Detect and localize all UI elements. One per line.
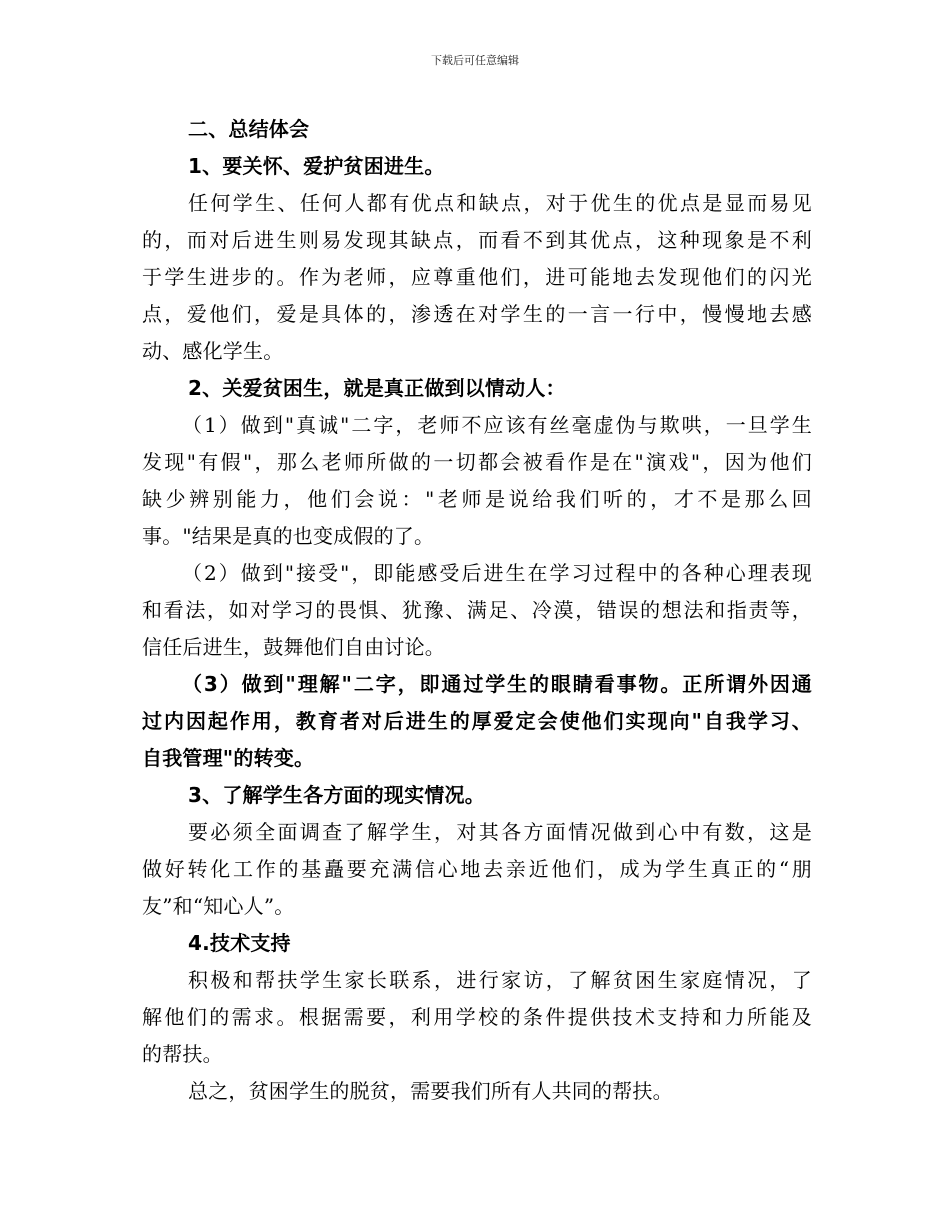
paragraph-line: 发现"有假"，那么老师所做的一切都会被看作是在"演戏"，因为他们	[142, 450, 812, 474]
paragraph-line: 解他们的需求。根据需要，利用学校的条件提供技术支持和力所能及	[142, 1005, 812, 1029]
paragraph-line: 友”和“知心人”。	[142, 894, 295, 918]
paragraph-line: 的帮扶。	[142, 1042, 223, 1066]
page-header: 下载后可任意编辑	[431, 54, 519, 67]
paragraph-1	[142, 185, 812, 370]
paragraph-line: （2）做到"接受"，即能感受后进生在学习过程中的各种心理表现	[182, 561, 812, 585]
heading-2: 2、关爱贫困生，就是真正做到以情动人：	[188, 376, 566, 400]
heading-3: 3、了解学生各方面的现实情况。	[188, 783, 485, 807]
paragraph-4	[142, 666, 812, 777]
paragraph-line: 积极和帮扶学生家长联系，进行家访，了解贫困生家庭情况，了	[188, 968, 812, 992]
paragraph-line: （1）做到"真诚"二字，老师不应该有丝毫虚伪与欺哄，一旦学生	[182, 413, 812, 437]
paragraph-line: 缺少辨别能力，他们会说："老师是说给我们听的，才不是那么回	[142, 487, 812, 511]
paragraph-line: 于学生进步的。作为老师，应尊重他们，进可能地去发现他们的闪光	[142, 265, 812, 289]
paragraph-line: （3）做到"理解"二字，即通过学生的眼睛看事物。正所谓外因通	[182, 672, 812, 696]
paragraph-7: 总之，贫困学生的脱贫，需要我们所有人共同的帮扶。	[188, 1079, 673, 1103]
heading-4: 4.技术支持	[188, 931, 291, 955]
document-body	[142, 111, 812, 1110]
paragraph-5	[142, 814, 812, 925]
heading-1: 1、要关怀、爱护贫困进生。	[188, 154, 445, 178]
paragraph-6	[142, 962, 812, 1073]
paragraph-line: 信任后进生，鼓舞他们自由讨论。	[142, 635, 445, 659]
paragraph-line: 事。"结果是真的也变成假的了。	[142, 524, 435, 548]
paragraph-2	[142, 407, 812, 555]
paragraph-line: 做好转化工作的基矗要充满信心地去亲近他们，成为学生真正的“朋	[142, 857, 812, 881]
paragraph-line: 的，而对后进生则易发现其缺点，而看不到其优点，这种现象是不利	[142, 228, 812, 252]
paragraph-line: 任何学生、任何人都有优点和缺点，对于优生的优点是显而易见	[188, 191, 812, 215]
paragraph-line: 过内因起作用，教育者对后进生的厚爱定会使他们实现向"自我学习、	[142, 709, 812, 733]
paragraph-line: 和看法，如对学习的畏惧、犹豫、满足、冷漠，错误的想法和指责等，	[142, 598, 812, 622]
paragraph-line: 自我管理"的转变。	[142, 746, 315, 770]
paragraph-line: 点，爱他们，爱是具体的，渗透在对学生的一言一行中，慢慢地去感	[142, 302, 812, 326]
paragraph-line: 动、感化学生。	[142, 339, 284, 363]
paragraph-line: 要必须全面调查了解学生，对其各方面情况做到心中有数，这是	[188, 820, 812, 844]
section-title: 二、总结体会	[188, 117, 310, 141]
paragraph-3	[142, 555, 812, 666]
